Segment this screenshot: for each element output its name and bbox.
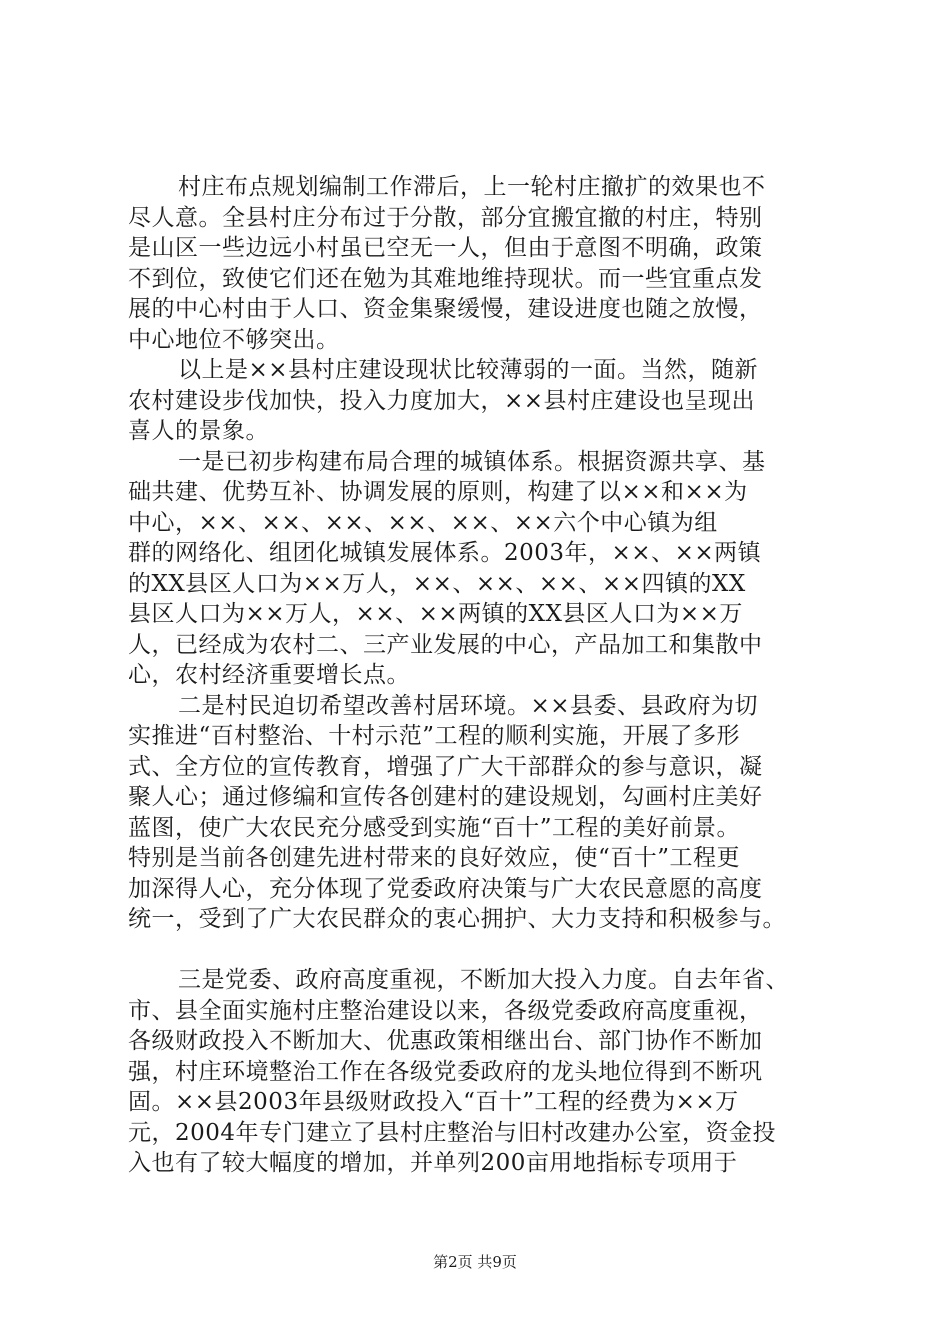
text-line: 是山区一些边远小村虽已空无一人，但由于意图不明确，政策 <box>128 235 763 261</box>
text-line: 县区人口为××万人，××、××两镇的XX县区人口为××万 <box>128 601 743 627</box>
text-line: 村庄布点规划编制工作滞后，上一轮村庄撤扩的效果也不 <box>178 174 766 200</box>
text-line: 人，已经成为农村二、三产业发展的中心，产品加工和集散中 <box>128 631 763 658</box>
text-line: 群的网络化、组团化城镇发展体系。2003年，××、××两镇 <box>128 540 762 566</box>
paragraph <box>128 965 848 1179</box>
text-line: 展的中心村由于人口、资金集聚缓慢，建设进度也随之放慢， <box>128 296 763 322</box>
text-line: 蓝图，使广大农民充分感受到实施“百十”工程的美好前景。 <box>128 814 741 841</box>
text-line: 固。××县2003年县级财政投入“百十”工程的经费为××万 <box>128 1089 739 1115</box>
text-line: 式、全方位的宣传教育，增强了广大干部群众的参与意识，凝 <box>128 753 763 780</box>
text-line: 实推进“百村整治、十村示范”工程的顺利实施，开展了多形 <box>128 723 741 749</box>
text-line: 的XX县区人口为××万人，××、××、××、××四镇的XX <box>128 570 746 597</box>
text-line: 三是党委、政府高度重视，不断加大投入力度。自去年省、 <box>178 967 789 993</box>
text-line: 农村建设步伐加快，投入力度加大，××县村庄建设也呈现出 <box>128 387 756 414</box>
paragraph <box>128 447 848 691</box>
paragraph <box>128 355 848 447</box>
text-line: 尽人意。全县村庄分布过于分散，部分宜搬宜撤的村庄，特别 <box>128 204 763 231</box>
text-line: 入也有了较大幅度的增加，并单列200亩用地指标专项用于 <box>128 1150 738 1176</box>
text-line: 中心地位不够突出。 <box>128 326 340 353</box>
text-line: 一是已初步构建布局合理的城镇体系。根据资源共享、基 <box>178 448 766 475</box>
text-line: 加深得人心，充分体现了党委政府决策与广大农民意愿的高度 <box>128 875 763 902</box>
text-line: 以上是××县村庄建设现状比较薄弱的一面。当然，随新 <box>178 357 759 383</box>
paragraph <box>128 172 848 355</box>
text-line: 二是村民迫切希望改善村居环境。××县委、县政府为切 <box>178 692 759 719</box>
text-line: 各级财政投入不断加大、优惠政策相继出台、部门协作不断加 <box>128 1028 763 1054</box>
text-line: 元，2004年专门建立了县村庄整治与旧村改建办公室，资金投 <box>128 1119 777 1146</box>
document-body <box>128 172 848 1179</box>
text-line: 中心，××、××、××、××、××、××六个中心镇为组 <box>128 509 718 536</box>
text-line: 特别是当前各创建先进村带来的良好效应，使“百十”工程更 <box>128 845 741 871</box>
paragraph <box>128 691 848 935</box>
text-line: 市、县全面实施村庄整治建设以来，各级党委政府高度重视， <box>128 997 763 1024</box>
blank-line <box>128 935 848 966</box>
text-line: 强，村庄环境整治工作在各级党委政府的龙头地位得到不断巩 <box>128 1058 763 1085</box>
text-line: 聚人心；通过修编和宣传各创建村的建设规划，勾画村庄美好 <box>128 784 763 810</box>
text-line: 不到位，致使它们还在勉为其难地维持现状。而一些宜重点发 <box>128 265 763 292</box>
text-line: 喜人的景象。 <box>128 418 269 444</box>
text-line: 础共建、优势互补、协调发展的原则，构建了以××和××为 <box>128 479 748 505</box>
page-number-footer: 第2页 共9页 <box>433 1253 517 1271</box>
text-line: 统一，受到了广大农民群众的衷心拥护、大力支持和积极参与。 <box>128 906 786 932</box>
text-line: 心，农村经济重要增长点。 <box>128 662 410 688</box>
